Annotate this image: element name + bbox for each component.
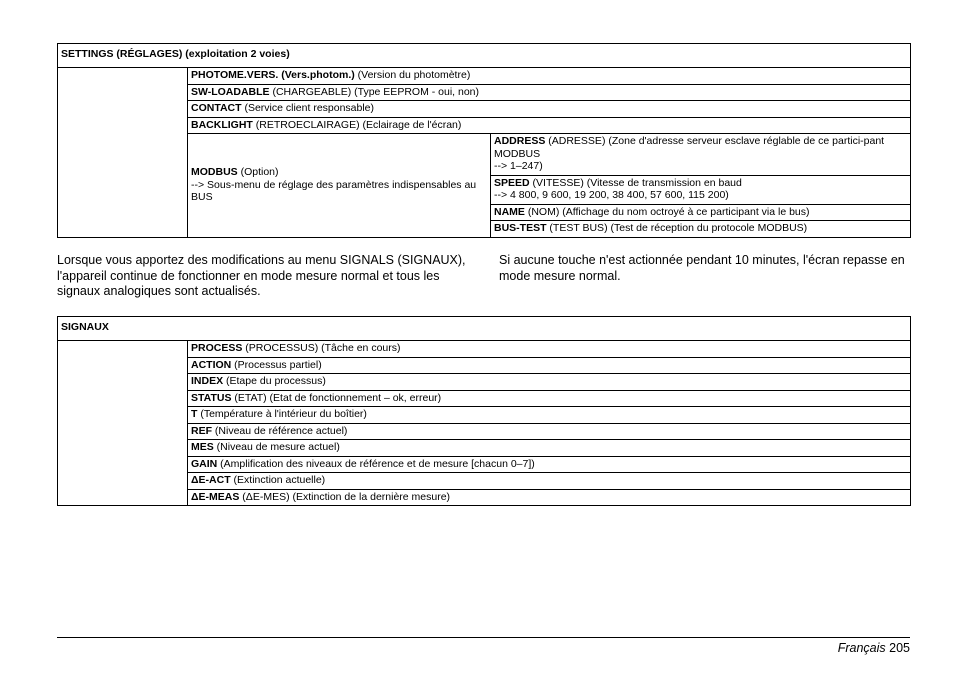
paragraph-right: Si aucune touche n'est actionnée pendant 10 minutes, l'écran repasse en mode mesure normal. bbox=[499, 253, 905, 283]
modbus-note: --> Sous-menu de réglage des paramètres indispensables au BUS bbox=[191, 178, 477, 203]
settings-table bbox=[57, 43, 911, 238]
signals-row: PROCESS (PROCESSUS) (Tâche en cours) bbox=[188, 341, 911, 358]
signals-row: T (Température à l'intérieur du boîtier) bbox=[188, 407, 911, 424]
modbus-sub-row: SPEED (VITESSE) (Vitesse de transmission en baud --> 4 800, 9 600, 19 200, 38 400, 57 600, 115 200) bbox=[491, 175, 911, 204]
settings-header: SETTINGS (RÉGLAGES) (exploitation 2 voies) bbox=[58, 44, 911, 68]
signals-row: GAIN (Amplification des niveaux de référence et de mesure [chacun 0–7]) bbox=[188, 456, 911, 473]
signals-row: STATUS (ETAT) (Etat de fonctionnement – ok, erreur) bbox=[188, 390, 911, 407]
signals-row: MES (Niveau de mesure actuel) bbox=[188, 440, 911, 457]
modbus-sub-row: BUS-TEST (TEST BUS) (Test de réception du protocole MODBUS) bbox=[491, 221, 911, 238]
footer-rule bbox=[57, 637, 910, 638]
signals-header: SIGNAUX bbox=[58, 317, 911, 341]
modbus-sub-row: ADDRESS (ADRESSE) (Zone d'adresse serveur esclave réglable de ce partici-pant MODBUS --> 1–247) bbox=[491, 134, 911, 176]
modbus-sub-row: NAME (NOM) (Affichage du nom octroyé à ce participant via le bus) bbox=[491, 204, 911, 221]
signals-row: ΔE-ACT (Extinction actuelle) bbox=[188, 473, 911, 490]
settings-row: SW-LOADABLE (CHARGEABLE) (Type EEPROM - oui, non) bbox=[188, 84, 911, 101]
signals-row: INDEX (Etape du processus) bbox=[188, 374, 911, 391]
settings-row: BACKLIGHT (RETROECLAIRAGE) (Eclairage de l'écran) bbox=[188, 117, 911, 134]
paragraph-left: Lorsque vous apportez des modifications au menu SIGNALS (SIGNAUX), l'appareil continue de fonctionner en mode mesure normal et tous les signaux analogiques sont actualisés. bbox=[57, 253, 466, 298]
settings-row: PHOTOME.VERS. (Vers.photom.) (Version du photomètre) bbox=[188, 68, 911, 85]
footer-language: Français bbox=[837, 641, 886, 655]
settings-empty-cell bbox=[58, 68, 188, 238]
settings-row: CONTACT (Service client responsable) bbox=[188, 101, 911, 118]
signals-table bbox=[57, 316, 911, 506]
signals-empty-cell bbox=[58, 341, 188, 506]
signals-row: REF (Niveau de référence actuel) bbox=[188, 423, 911, 440]
footer-page-number: 205 bbox=[889, 641, 910, 655]
page-footer bbox=[838, 641, 910, 655]
modbus-cell: MODBUS (Option) --> Sous-menu de réglage des paramètres indispensables au BUS bbox=[188, 134, 491, 238]
signals-row: ΔE-MEAS (ΔE-MES) (Extinction de la dernière mesure) bbox=[188, 489, 911, 506]
signals-row: ACTION (Processus partiel) bbox=[188, 357, 911, 374]
